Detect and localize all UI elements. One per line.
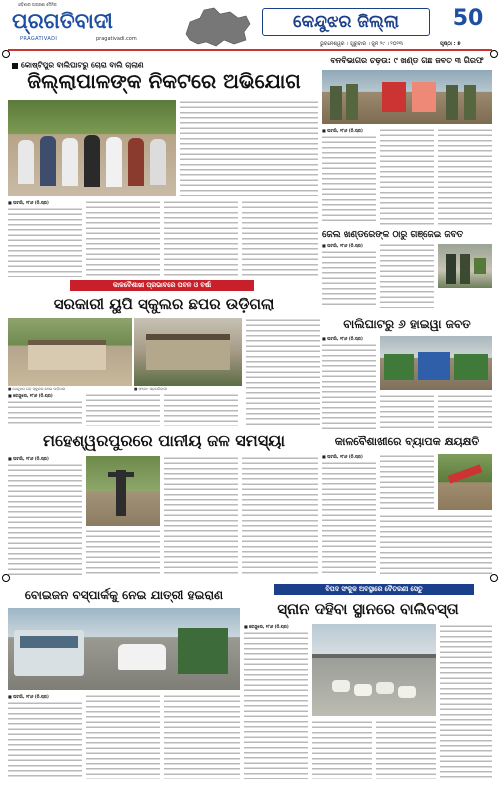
article-col-3 [380,514,492,577]
top-tagline: ଓଡ଼ିଶାର ଅଗ୍ରଣୀ ଦୈନିକ [18,2,57,7]
headline: ସ୍ନାନ ଦହିବା ସ୍ଥାନରେ ବାଲିବସ୍ତା [277,600,459,618]
section-title: କେନ୍ଦୁଝର ଜିଲ୍ଲା [293,12,399,32]
story-ganja-seized [322,228,492,312]
article-col-3 [164,694,240,779]
section-title-box [262,8,430,36]
trucks-photo [380,336,492,390]
headline: ଜେଲ ଖଣ୍ଡରେଙ୍କ ଠାରୁ ଗଞ୍ଜେଇ ଜବତ [322,230,464,240]
article-col-3 [164,393,238,426]
kicker-bar [70,280,254,291]
brand-latin: PRAGATIVADI [20,36,58,42]
brand-name: ପ୍ରଗତିବାଦୀ [12,9,113,33]
kicker-bar [274,584,474,595]
article-col-1 [244,631,308,779]
headline: ବନବିଭାଗର ଚଢ଼ଉ: ୯ ଖଣ୍ଡ ଗଛ ଜବତ ୩ ଗିରଫ [330,56,484,65]
article-col-2 [380,394,434,429]
byline: ■ ଘଟଗାଁ, ୨୮ା୬ (ନି.ପ୍ର) [322,128,363,133]
article-col-4 [242,200,318,277]
headline: ସରକାରୀ ୟୁପି ସ୍କୁଲର ଛପର ଉଡ଼ିଗଲା [53,295,275,313]
article-col-4 [440,624,492,779]
story-storm-damage [322,432,492,580]
headline: ବୋଇଜନ ବସ୍‌ପାର୍କକୁ ନେଇ ଯାତ୍ରୀ ହଇରାଣ [24,588,224,602]
story-bus-park [8,584,240,782]
brand-logo [12,8,162,34]
photo-caption-1: ■ କେନ୍ଦୁଝର ଗଡ଼ ସ୍କୁଲର ଛପର ଉଡ଼ିଗଲା [8,387,66,391]
headline: କାଳବୈଶାଖୀରେ ବ୍ୟାପକ କ୍ଷୟକ୍ଷତି [334,435,480,448]
masthead-rule [8,49,492,51]
headline: ବାଲିଘାଟରୁ ୬ ହାଇୱା ଜବତ [343,317,471,331]
article-col-4 [242,456,318,577]
registration-mark [2,574,10,582]
bus-park-photo [8,608,240,690]
district-map-icon [180,4,252,48]
article-col-2 [86,529,160,577]
registration-mark [490,574,498,582]
group-photo [8,100,176,196]
story-bridge-sandbags [244,584,492,782]
kicker-text: ବିପଦ ସଂକୁଳ ଅବସ୍ଥାରେ ବୈତରଣୀ ସେତୁ [325,585,423,593]
byline: ■ ଘଟଗାଁ, ୨୮ା୬ (ନି.ପ୍ର) [322,454,363,459]
article-col-2 [86,200,160,277]
website-link[interactable]: pragativadi.com [96,36,137,42]
masthead [0,0,500,52]
story-collector-complaint [8,52,320,280]
article-col-1 [322,343,376,429]
story-hywa-seized [322,314,492,432]
article-col-1 [8,463,82,577]
article-col-2 [312,720,372,779]
article-col-3 [164,456,238,577]
article-col-2 [380,128,434,225]
registration-mark [2,50,10,58]
article-col-1 [322,461,376,577]
byline: ■ କେନ୍ଦୁଝର, ୨୮ା୬ (ନି.ପ୍ର) [8,393,53,398]
story-school-roof [8,280,320,426]
article-col-1 [8,400,82,426]
kicker-text: କାଳବୈଶାଖୀ ପ୍ରଭାବରେ ପବନ ଓ ବର୍ଷା [112,281,212,289]
article-col-3 [164,200,238,277]
article-col-1 [322,250,376,308]
article-col-2 [380,243,434,308]
storm-photo [438,454,492,510]
headline: ଜିଲ୍ଲାପାଳଙ୍କ ନିକଟରେ ଅଭିଯୋଗ [27,69,301,93]
article-col-3 [438,394,492,429]
article-text-right [180,100,318,196]
article-col-1 [322,135,376,225]
byline: ■ ଘଟଗାଁ, ୨୮ା୬ (ନି.ପ୍ର) [322,243,363,248]
article-col-3 [376,720,436,779]
water-tap-photo [86,456,160,526]
byline: ■ ଘଟଗାଁ, ୨୮ା୬ (ନି.ପ୍ର) [322,336,363,341]
article-col-3 [438,128,492,225]
headline: ମହେଶ୍ୱରପୁରରେ ପାନୀୟ ଜଳ ସମସ୍ୟା [43,431,285,450]
byline: ■ ଘଟଗାଁ, ୨୮ା୬ (ନି.ପ୍ର) [8,200,49,205]
byline: ■ ଘଟଗାଁ, ୨୮ା୬ (ନି.ପ୍ର) [8,694,49,699]
article-col-2 [380,454,434,510]
article-col-1 [8,701,82,779]
school-photo-2 [134,318,242,386]
photo-caption-2: ■ ଫଟୋ: ପ୍ରଗତିବାଦୀ [134,387,167,391]
story-water-problem [8,428,320,580]
story-forest-raid [322,54,492,242]
article-col-2 [86,694,160,779]
forest-raid-photo [322,70,492,124]
bridge-photo [312,624,436,716]
ganja-photo [438,244,492,288]
dateline: ଭୁବନେଶ୍ୱର । ଗୁରୁବାର । ଜୁନ ୨୯ । ୨୦୨୩ [320,41,403,47]
article-col-4 [246,318,320,426]
registration-mark [490,50,498,58]
article-col-1 [8,207,82,277]
kicker-text: କୋଷ୍ଟିପୁର ବାଲିଘାଟରୁ ଚୋରା ବାଲି ଚାଲାଣ [21,60,144,70]
anniversary-number: 50 [452,6,484,31]
article-col-2 [86,393,160,426]
anniversary-logo [446,6,490,38]
byline: ■ ଘଟଗାଁ, ୨୮ା୬ (ନି.ପ୍ର) [8,456,49,461]
page-number: ପୃଷ୍ଠା : ୭ [440,41,461,47]
school-photo-1 [8,318,132,386]
byline: ■ କେନ୍ଦୁଝର, ୨୮ା୬ (ନି.ପ୍ର) [244,624,289,629]
